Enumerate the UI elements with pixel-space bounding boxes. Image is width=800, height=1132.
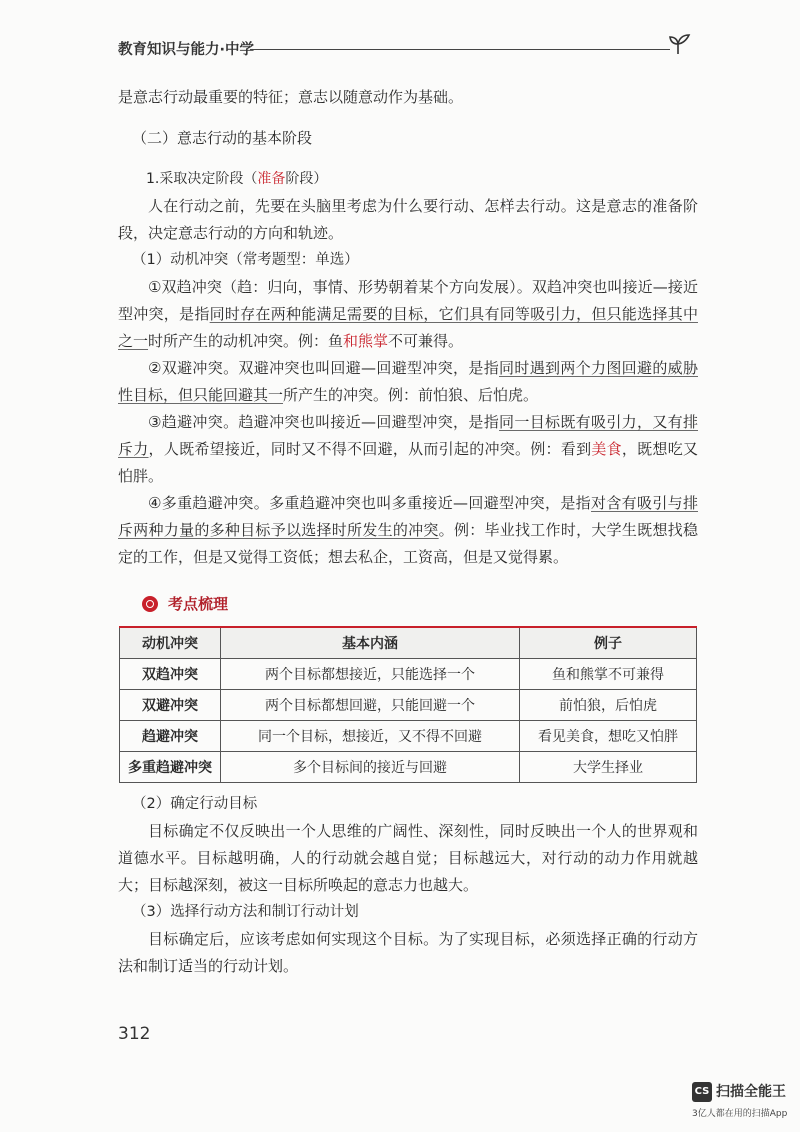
table-cell: 大学生择业 xyxy=(520,752,697,783)
conflict-approach-avoidance: ③趋避冲突。趋避冲突也叫接近—回避型冲突，是指同一目标既有吸引力，又有排斥力，人既希望接近，同时又不得不回避，从而引起的冲突。例：看到美食，既想吃又怕胖。 xyxy=(118,413,698,485)
table-row xyxy=(120,659,697,690)
column-header: 动机冲突 xyxy=(120,627,221,659)
table-row xyxy=(120,752,697,783)
key-points-heading xyxy=(142,593,698,614)
key-points-icon xyxy=(142,596,158,612)
table-cell: 多个目标间的接近与回避 xyxy=(221,752,520,783)
header-rule xyxy=(250,49,670,50)
key-points-table xyxy=(119,626,697,783)
underlined-definition: 同一目标既有吸引力，又有排斥力 xyxy=(118,413,698,458)
underlined-definition: 同时遇到两个力图回避的威胁性目标，但只能回避其一 xyxy=(118,359,698,404)
page-body xyxy=(118,84,698,980)
running-header-title: 教育知识与能力·中学 xyxy=(118,42,255,58)
table-cell: 多重趋避冲突 xyxy=(120,752,221,783)
column-header: 例子 xyxy=(520,627,697,659)
red-annotation: 和熊掌 xyxy=(343,332,389,350)
key-points-title: 考点梳理 xyxy=(168,595,229,613)
scanner-watermark xyxy=(692,1082,794,1122)
table-cell: 两个目标都想回避，只能回避一个 xyxy=(221,690,520,721)
intro-line: 是意志行动最重要的特征；意志以随意动作为基础。 xyxy=(118,88,464,106)
stage1-heading: 1.采取决定阶段（准备阶段） xyxy=(146,171,328,187)
scanner-logo-icon: CS xyxy=(692,1082,712,1102)
stage1-heading-highlight: 准备 xyxy=(257,171,286,187)
stage1-description: 人在行动之前，先要在头脑里考虑为什么要行动、怎样去行动。这是意志的准备阶段，决定意志行动的方向和轨迹。 xyxy=(118,197,698,242)
table-cell: 前怕狼，后怕虎 xyxy=(520,690,697,721)
page-number: 312 xyxy=(118,1024,151,1044)
red-annotation: 美食 xyxy=(591,440,622,458)
table-cell: 两个目标都想接近，只能选择一个 xyxy=(221,659,520,690)
table-cell: 看见美食，想吃又怕胖 xyxy=(520,721,697,752)
table-cell: 双趋冲突 xyxy=(120,659,221,690)
table-row xyxy=(120,721,697,752)
underlined-definition: 对含有吸引与排斥两种力量的多种目标予以选择时所发生的冲突 xyxy=(118,494,698,539)
table-header-row xyxy=(120,627,697,659)
table-cell: 双避冲突 xyxy=(120,690,221,721)
conflict-multiple-approach-avoidance: ④多重趋避冲突。多重趋避冲突也叫多重接近—回避型冲突，是指对含有吸引与排斥两种力量的多种目标予以选择时所发生的冲突。例：毕业找工作时，大学生既想找稳定的工作，但是又觉得工资低；想去私企，工资高，但是又觉得累。 xyxy=(118,494,698,566)
table-row xyxy=(120,690,697,721)
goal-heading: （2）确定行动目标 xyxy=(132,796,258,812)
conflict-approach-approach: ①双趋冲突（趋：归向，事情、形势朝着某个方向发展）。双趋冲突也叫接近—接近型冲突，是指同时存在两种能满足需要的目标，它们具有同等吸引力，但只能选择其中之一时所产生的动机冲突。例：鱼和熊掌不可兼得。 xyxy=(118,278,698,350)
plan-heading: （3）选择行动方法和制订行动计划 xyxy=(132,904,359,920)
sprout-icon xyxy=(668,32,692,56)
table-cell: 同一个目标，想接近，又不得不回避 xyxy=(221,721,520,752)
running-header xyxy=(118,36,698,60)
table-cell: 趋避冲突 xyxy=(120,721,221,752)
motive-conflict-heading: （1）动机冲突（常考题型：单选） xyxy=(132,252,359,268)
table-cell: 鱼和熊掌不可兼得 xyxy=(520,659,697,690)
column-header: 基本内涵 xyxy=(221,627,520,659)
scanner-tagline: 3亿人都在用的扫描App xyxy=(692,1109,788,1119)
scanner-name: 扫描全能王 xyxy=(716,1084,786,1100)
goal-text: 目标确定不仅反映出一个人思维的广阔性、深刻性，同时反映出一个人的世界观和道德水平。目标越明确，人的行动就会越自觉；目标越远大，对行动的动力作用就越大；目标越深刻，被这一目标所唤起的意志力也越大。 xyxy=(118,822,698,894)
plan-text: 目标确定后，应该考虑如何实现这个目标。为了实现目标，必须选择正确的行动方法和制订适当的行动计划。 xyxy=(118,930,698,975)
section-heading: （二）意志行动的基本阶段 xyxy=(132,129,313,147)
conflict-avoidance-avoidance: ②双避冲突。双避冲突也叫回避—回避型冲突，是指同时遇到两个力图回避的威胁性目标，但只能回避其一所产生的冲突。例：前怕狼、后怕虎。 xyxy=(118,359,698,404)
underlined-definition: 同时存在两种能满足需要的目标，它们具有同等吸引力，但只能选择其中之一 xyxy=(118,305,698,350)
